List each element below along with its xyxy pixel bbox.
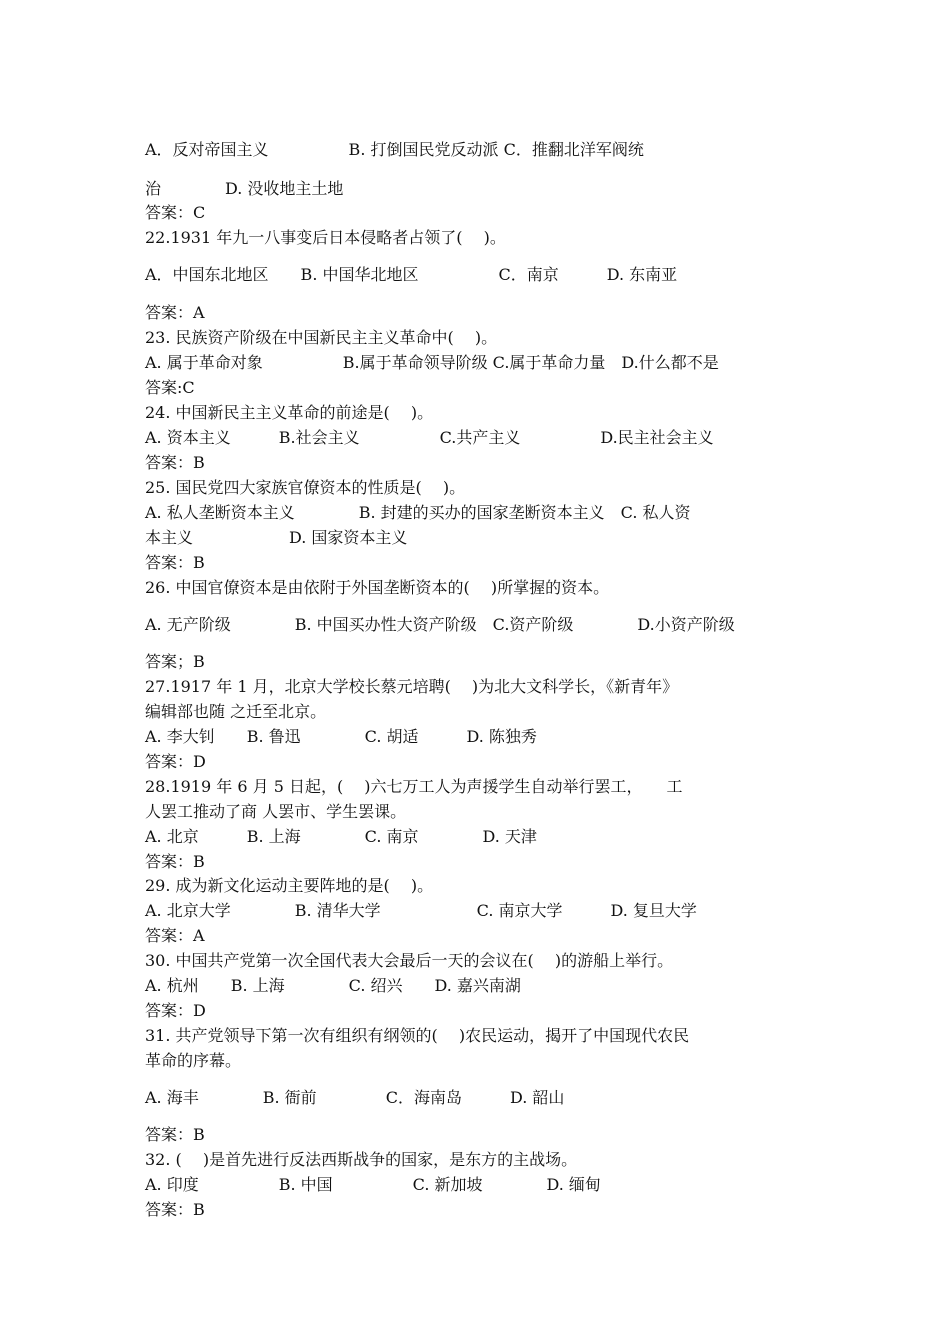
q22-options: A．中国东北地区 B. 中国华北地区 C．南京 D. 东南亚 (145, 265, 678, 284)
q28-question-line2: 人罢工推动了商 人罢市、学生罢课。 (145, 802, 407, 821)
q23-options: A. 属于革命对象 B.属于革命领导阶级 C.属于革命力量 D.什么都不是 (145, 353, 719, 372)
q27-answer: 答案：D (145, 752, 206, 771)
q30-answer: 答案：D (145, 1001, 206, 1020)
q25-question: 25. 国民党四大家族官僚资本的性质是( )。 (145, 478, 466, 497)
q30-options: A. 杭州 B. 上海 C. 绍兴 D. 嘉兴南湖 (145, 976, 521, 995)
q24-question: 24. 中国新民主主义革命的前途是( )。 (145, 403, 434, 422)
q28-question-line1: 28.1919 年 6 月 5 日起，( )六七万工人为声援学生自动举行罢工， 工 (145, 777, 683, 796)
q27-question-line1: 27.1917 年 1 月，北京大学校长蔡元培聘( )为北大文科学长，《新青年》 (145, 677, 679, 696)
q25-options-line1: A. 私人垄断资本主义 B. 封建的买办的国家垄断资本主义 C. 私人资 (145, 503, 691, 522)
q25-options-line2: 本主义 D. 国家资本主义 (145, 528, 408, 547)
q25-answer: 答案：B (145, 553, 205, 572)
q27-options: A. 李大钊 B. 鲁迅 C. 胡适 D. 陈独秀 (145, 727, 537, 746)
q28-answer: 答案：B (145, 852, 205, 871)
q31-question-line1: 31. 共产党领导下第一次有组织有纲领的( )农民运动，揭开了中国现代农民 (145, 1026, 690, 1045)
q21-options-line2: 治 D. 没收地主土地 (145, 179, 344, 198)
q22-answer: 答案：A (145, 303, 205, 322)
q21-answer: 答案：C (145, 203, 206, 222)
q24-options: A. 资本主义 B.社会主义 C.共产主义 D.民主社会主义 (145, 428, 714, 447)
q26-question: 26. 中国官僚资本是由依附于外国垄断资本的( )所掌握的资本。 (145, 578, 610, 597)
q32-question: 32. ( )是首先进行反法西斯战争的国家，是东方的主战场。 (145, 1150, 578, 1169)
q32-options: A. 印度 B. 中国 C. 新加坡 D. 缅甸 (145, 1175, 601, 1194)
q31-question-line2: 革命的序幕。 (145, 1051, 242, 1070)
q21-options-line1: A．反对帝国主义 B. 打倒国民党反动派 C．推翻北洋军阀统 (145, 140, 644, 159)
q28-options: A. 北京 B. 上海 C. 南京 D. 天津 (145, 827, 537, 846)
q32-answer: 答案：B (145, 1200, 205, 1219)
q29-answer: 答案：A (145, 926, 205, 945)
q31-options: A. 海丰 B. 衙前 C．海南岛 D. 韶山 (145, 1088, 565, 1107)
q30-question: 30. 中国共产党第一次全国代表大会最后一天的会议在( )的游船上举行。 (145, 951, 674, 970)
q24-answer: 答案：B (145, 453, 205, 472)
q23-question: 23. 民族资产阶级在中国新民主主义革命中( )。 (145, 328, 498, 347)
q29-question: 29. 成为新文化运动主要阵地的是( )。 (145, 876, 434, 895)
q27-question-line2: 编辑部也随 之迁至北京。 (145, 702, 327, 721)
q26-options: A. 无产阶级 B. 中国买办性大资产阶级 C.资产阶级 D.小资产阶级 (145, 615, 735, 634)
q26-answer: 答案；B (145, 652, 205, 671)
q31-answer: 答案：B (145, 1125, 205, 1144)
q23-answer: 答案:C (145, 378, 195, 397)
q29-options: A. 北京大学 B. 清华大学 C. 南京大学 D. 复旦大学 (145, 901, 697, 920)
q22-question: 22.1931 年九一八事变后日本侵略者占领了( )。 (145, 228, 506, 247)
